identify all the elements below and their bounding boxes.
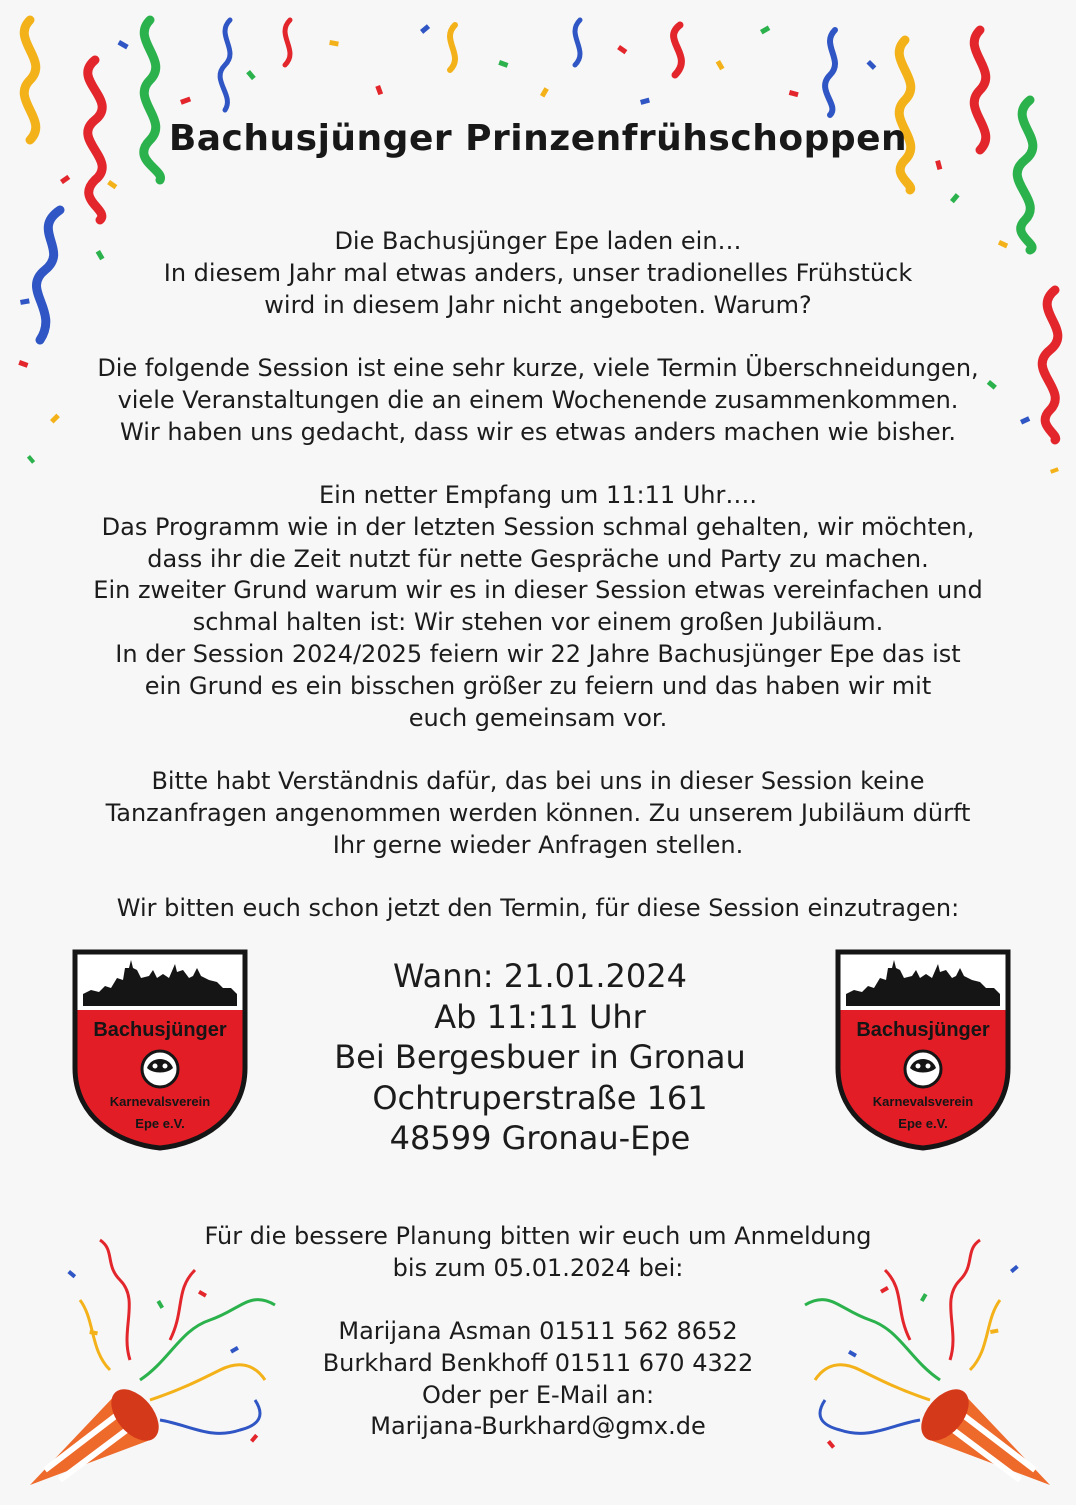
event-time: Ab 11:11 Uhr [434,997,646,1036]
logo-line1: Karnevalsverein [109,1094,211,1109]
club-logo-right [834,948,1012,1152]
text-line: Wir haben uns gedacht, dass wir es etwas anders machen wie bisher. [120,417,956,446]
contact-line: Marijana Asman 01511 562 8652 [338,1317,738,1345]
text-line: ein Grund es ein bisschen größer zu feiern und das haben wir mit [144,671,932,700]
text-line: Für die bessere Planung bitten wir euch um Anmeldung [204,1222,872,1250]
logo-name: Bachusjünger [93,1019,227,1041]
session-paragraph [60,353,1016,448]
save-date-paragraph [60,893,1016,925]
text-line: Die folgende Session ist eine sehr kurze, viele Termin Überschneidungen, [97,354,979,382]
event-venue: Bei Bergesbuer in Gronau [334,1038,746,1076]
text-line: Bitte habt Verständnis dafür, das bei uns in dieser Session keine [151,767,925,795]
contact-email: Marijana-Burkhard@gmx.de [370,1412,706,1441]
text-line: In der Session 2024/2025 feiern wir 22 Jahre Bachusjünger Epe das ist [115,639,961,668]
event-date: Wann: 21.01.2024 [393,957,687,995]
text-line: Ihr gerne wieder Anfragen stellen. [332,830,744,859]
page-title: Bachusjünger Prinzenfrühschoppen [168,118,908,159]
text-line: Ein zweiter Grund warum wir es in dieser Session etwas vereinfachen und [93,576,983,605]
event-city: 48599 Gronau-Epe [389,1119,691,1157]
request-paragraph [60,766,1016,861]
program-paragraph [60,480,1016,734]
registration-paragraph [60,1221,1016,1285]
contact-line: Burkhard Benkhoff 01511 670 4322 [322,1348,754,1377]
contact-line: Oder per E-Mail an: [421,1380,655,1409]
logo-line2: Epe e.V. [135,1116,185,1131]
event-details [290,956,790,1159]
text-line: Ein netter Empfang um 11:11 Uhr…. [318,481,758,509]
text-line: Wir bitten euch schon jetzt den Termin, für diese Session einzutragen: [116,894,960,922]
text-line: schmal halten ist: Wir stehen vor einem großen Jubiläum. [192,608,884,637]
event-street: Ochtruperstraße 161 [372,1078,708,1117]
club-logo-left [71,948,249,1152]
text-line: dass ihr die Zeit nutzt für nette Gespräche und Party zu machen. [147,544,929,573]
text-line: viele Veranstaltungen die an einem Wochenende zusammenkommen. [117,385,959,414]
text-line: Tanzanfragen angenommen werden können. Zu unserem Jubiläum dürft [105,798,971,827]
logo-line1: Karnevalsverein [872,1094,974,1109]
logo-line2: Epe e.V. [898,1116,948,1131]
text-line: In diesem Jahr mal etwas anders, unser tradionelles Frühstück [163,258,913,287]
intro-paragraph [60,226,1016,321]
contacts-paragraph [60,1316,1016,1443]
text-line: Das Programm wie in der letzten Session schmal gehalten, wir möchten, [101,512,975,541]
text-line: euch gemeinsam vor. [408,703,668,732]
logo-name: Bachusjünger [856,1019,990,1041]
text-line: Die Bachusjünger Epe laden ein… [334,227,742,255]
text-line: bis zum 05.01.2024 bei: [392,1253,684,1282]
text-line: wird in diesem Jahr nicht angeboten. Warum? [264,290,812,319]
